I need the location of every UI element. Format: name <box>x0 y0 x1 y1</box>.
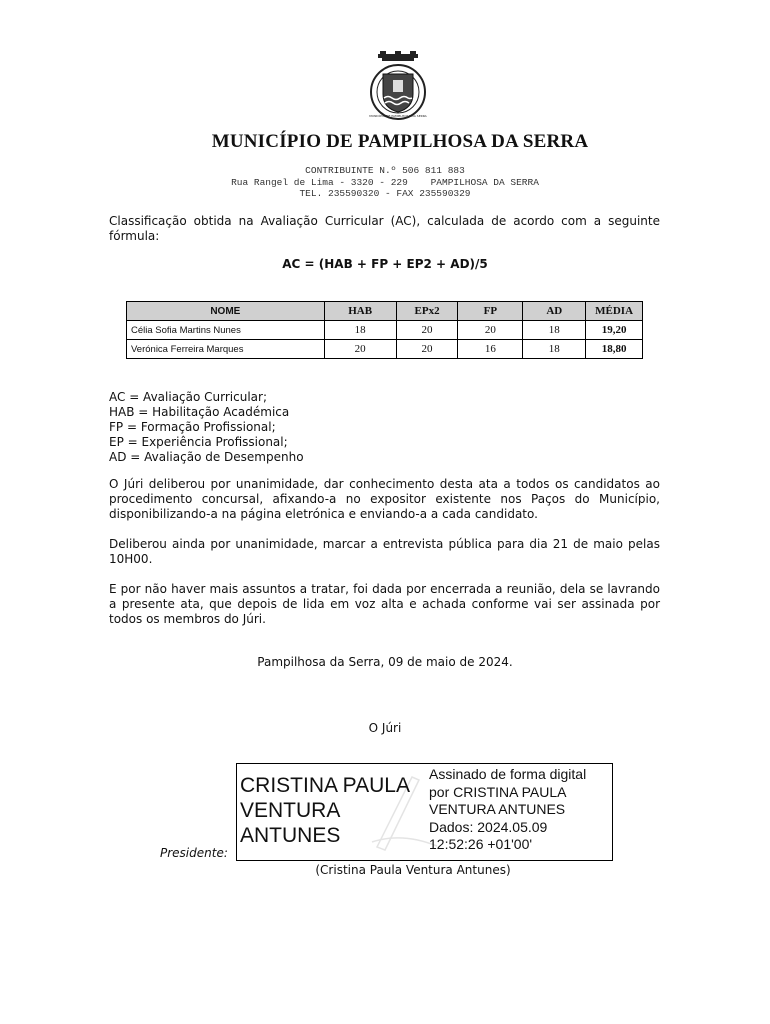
col-header-ep: EPx2 <box>396 302 458 321</box>
legend-item: AC = Avaliação Curricular; <box>109 390 267 404</box>
cell-hab: 20 <box>324 340 396 359</box>
cell-hab: 18 <box>324 321 396 340</box>
signature-detail-line: por CRISTINA PAULA <box>429 783 567 800</box>
signer-name-line: VENTURA <box>240 799 341 822</box>
address: Rua Rangel de Lima - 3320 - 229 PAMPILHOSA DA SERRA <box>231 177 539 188</box>
municipality-crest-logo <box>362 50 434 122</box>
formula: AC = (HAB + FP + EP2 + AD)/5 <box>282 257 488 271</box>
results-table <box>126 301 643 359</box>
cell-nome: Verónica Ferreira Marques <box>127 340 325 359</box>
legend-item: EP = Experiência Profissional; <box>109 435 288 449</box>
signature-detail-line: 12:52:26 +01'00' <box>429 836 533 852</box>
cell-fp: 16 <box>458 340 523 359</box>
cell-ep: 20 <box>396 321 458 340</box>
cell-fp: 20 <box>458 321 523 340</box>
col-header-fp: FP <box>458 302 523 321</box>
signature-details <box>429 766 613 854</box>
col-header-ad: AD <box>523 302 586 321</box>
closing-paragraph: E por não haver mais assuntos a tratar, foi dada por encerrada a reunião, dela se lavrando a presente ata, que depois de lida em voz alta e achada conforme vai ser assinada por todos os membros do Júri. <box>109 582 660 626</box>
crest-text: MUNICÍPIO DE PAMPILHOSA DA SERRA <box>369 114 427 118</box>
interview-paragraph: Deliberou ainda por unanimidade, marcar a entrevista pública para dia 21 de maio pelas 10H00. <box>109 537 660 566</box>
cell-media: 18,80 <box>586 340 643 359</box>
intro-paragraph: Classificação obtida na Avaliação Curricular (AC), calculada de acordo com a seguinte fórmula: <box>109 214 660 243</box>
cell-ad: 18 <box>523 340 586 359</box>
signer-name-line: CRISTINA PAULA <box>240 774 410 797</box>
cell-ad: 18 <box>523 321 586 340</box>
legend-item: AD = Avaliação de Desempenho <box>109 450 304 464</box>
table-row <box>127 340 643 359</box>
digital-signature-box <box>236 763 613 861</box>
signature-role-label: Presidente: <box>160 846 228 860</box>
table-header-row <box>127 302 643 321</box>
legend-item: FP = Formação Profissional; <box>109 420 276 434</box>
signer-printed-name: (Cristina Paula Ventura Antunes) <box>315 863 511 877</box>
signature-detail-line: VENTURA ANTUNES <box>429 801 566 817</box>
tax-id: CONTRIBUINTE N.º 506 811 883 <box>305 165 465 176</box>
col-header-nome: NOME <box>127 302 325 321</box>
municipality-title: MUNICÍPIO DE PAMPILHOSA DA SERRA <box>211 131 589 152</box>
col-header-hab: HAB <box>324 302 396 321</box>
jury-label: O Júri <box>368 721 402 735</box>
signer-name-line: ANTUNES <box>240 824 341 847</box>
signature-detail-line: Dados: 2024.05.09 <box>429 818 548 835</box>
cell-nome: Célia Sofia Martins Nunes <box>127 321 325 340</box>
phone-fax: TEL. 235590320 - FAX 235590329 <box>299 188 471 199</box>
cell-media: 19,20 <box>586 321 643 340</box>
col-header-media: MÉDIA <box>586 302 643 321</box>
table-row <box>127 321 643 340</box>
abbreviation-legend <box>109 390 304 465</box>
legend-item: HAB = Habilitação Académica <box>109 405 290 419</box>
deliberation-paragraph: O Júri deliberou por unanimidade, dar conhecimento desta ata a todos os candidatos ao procedimento concursal, afixando-a no expositor existente nos Paços do Município, disponibilizando-a na página eletrónica e enviando-a a cada candidato. <box>109 477 660 521</box>
signature-detail-line: Assinado de forma digital <box>429 766 587 782</box>
signer-name <box>240 773 430 848</box>
place-date: Pampilhosa da Serra, 09 de maio de 2024. <box>257 655 513 669</box>
cell-ep: 20 <box>396 340 458 359</box>
